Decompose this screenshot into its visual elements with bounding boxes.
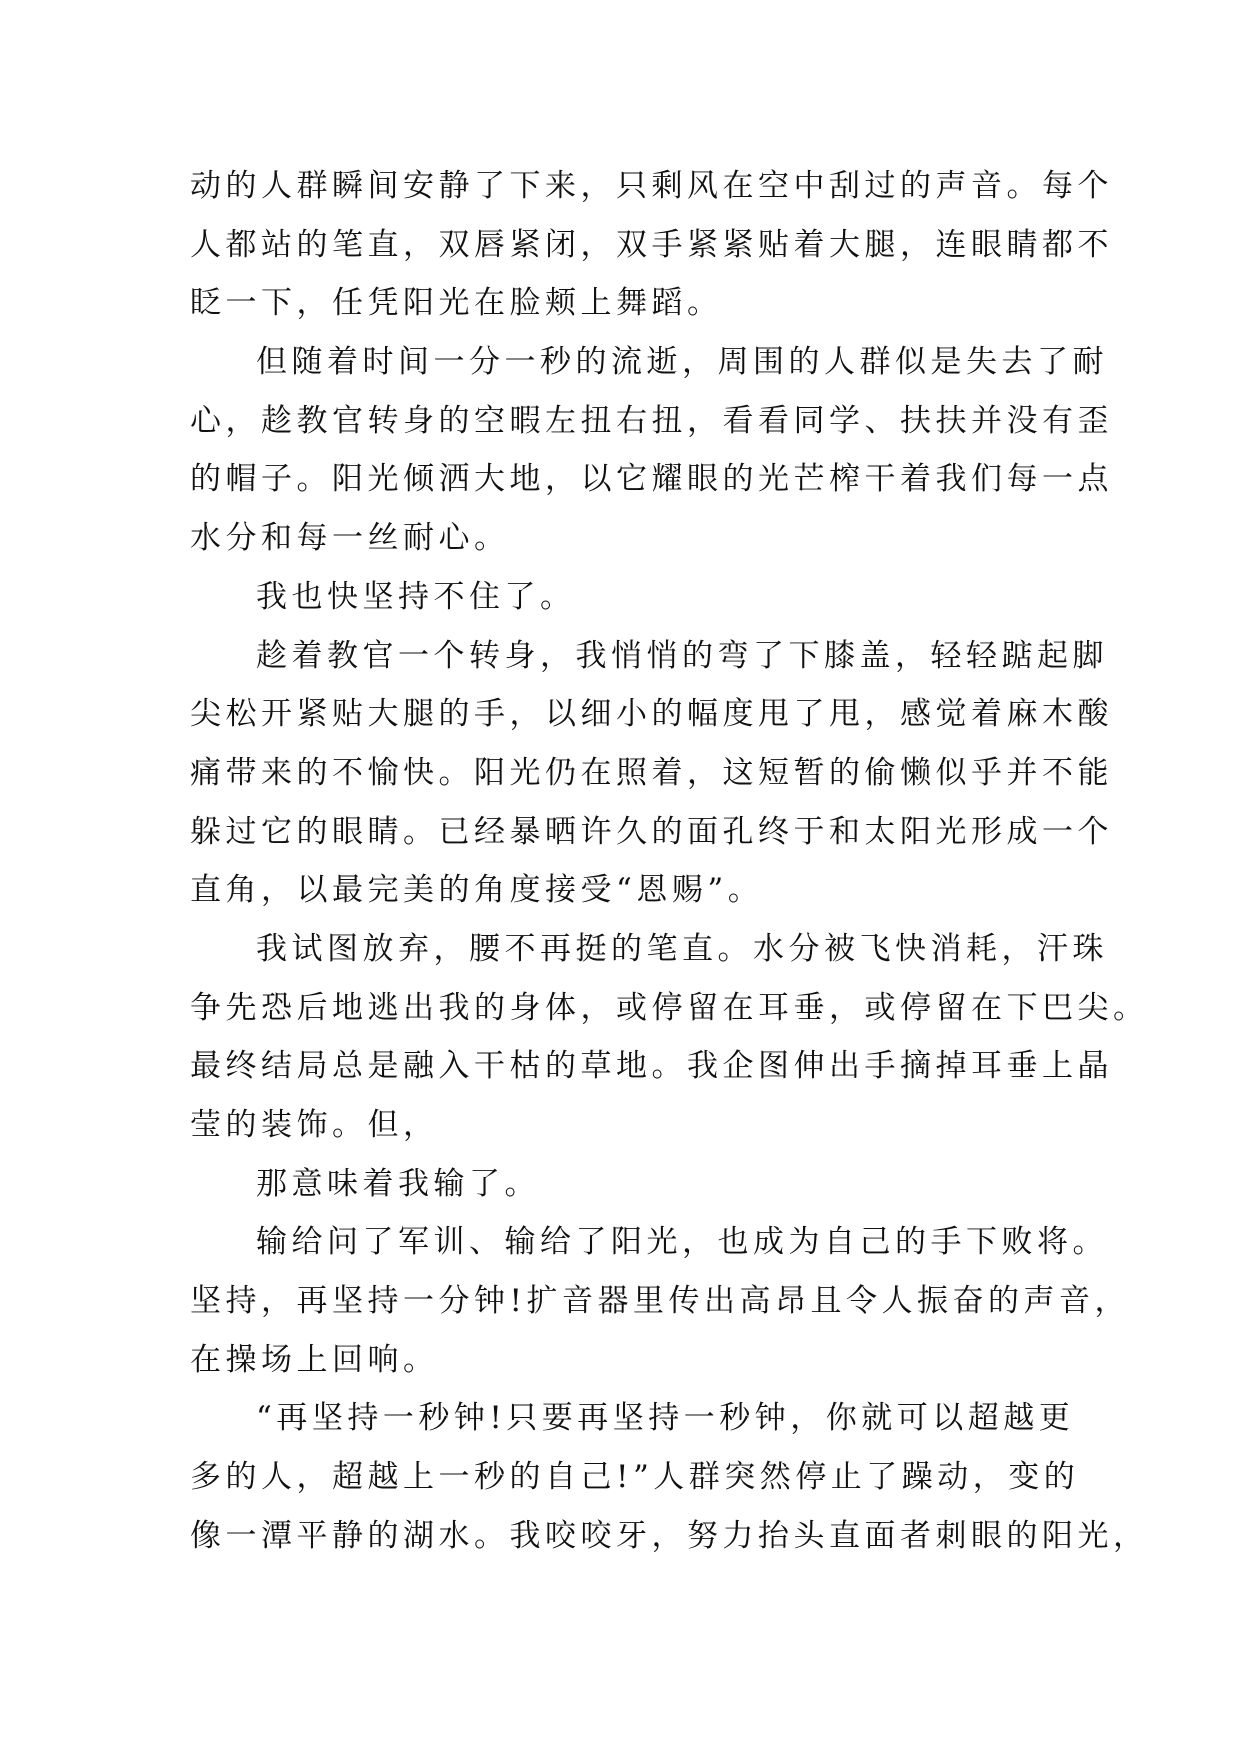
paragraph-first-line: 那意味着我输了。 xyxy=(256,1165,540,1202)
paragraph-first-line: 我也快坚持不住了。 xyxy=(256,578,576,615)
text-line: 痛带来的不愉快。阳光仍在照着，这短暂的偷懒似乎并不能 xyxy=(190,754,1113,791)
text-line: 的帽子。阳光倾洒大地，以它耀眼的光芒榨干着我们每一点 xyxy=(190,461,1113,498)
text-line: 莹的装饰。但， xyxy=(190,1107,439,1143)
paragraph-first-line: 但随着时间一分一秒的流逝，周围的人群似是失去了耐 xyxy=(256,344,1108,381)
paragraph-first-line: 输给问了军训、输给了阳光，也成为自己的手下败将。 xyxy=(256,1224,1108,1261)
text-line: 动的人群瞬间安静了下来，只剩风在空中刮过的声音。每个 xyxy=(190,168,1113,204)
text-line: 人都站的笔直，双唇紧闭，双手紧紧贴着大腿，连眼睛都不 xyxy=(190,226,1113,263)
text-line: 最终结局总是融入干枯的草地。我企图伸出手摘掉耳垂上晶 xyxy=(190,1048,1113,1085)
text-line: 水分和每一丝耐心。 xyxy=(190,520,510,557)
text-line: 心，趁教官转身的空暇左扭右扭，看看同学、扶扶并没有歪 xyxy=(190,402,1113,439)
paragraph-first-line: 趁着教官一个转身，我悄悄的弯了下膝盖，轻轻踮起脚 xyxy=(256,637,1108,674)
body-text xyxy=(190,157,1149,1566)
paragraph-first-line: 我试图放弃，腰不再挺的笔直。水分被飞快消耗，汗珠 xyxy=(256,930,1108,967)
text-line: 争先恐后地逃出我的身体，或停留在耳垂，或停留在下巴尖。 xyxy=(190,989,1149,1026)
text-line: 眨一下，任凭阳光在脸颊上舞蹈。 xyxy=(190,285,723,322)
text-line: 躲过它的眼睛。已经暴晒许久的面孔终于和太阳光形成一个 xyxy=(190,813,1113,850)
paragraph-first-line: “再坚持一秒钟!只要再坚持一秒钟，你就可以超越更 xyxy=(256,1400,1075,1437)
text-line: 在操场上回响。 xyxy=(190,1341,439,1378)
text-line: 尖松开紧贴大腿的手，以细小的幅度甩了甩，感觉着麻木酸 xyxy=(190,696,1113,733)
text-line: 多的人，超越上一秒的自己!”人群突然停止了躁动，变的 xyxy=(190,1459,1080,1496)
text-line: 直角，以最完美的角度接受“恩赐”。 xyxy=(190,872,764,909)
text-line: 坚持，再坚持一分钟!扩音器里传出高昂且令人振奋的声音， xyxy=(190,1283,1130,1320)
text-line: 像一潭平静的湖水。我咬咬牙，努力抬头直面者刺眼的阳光， xyxy=(190,1517,1149,1554)
